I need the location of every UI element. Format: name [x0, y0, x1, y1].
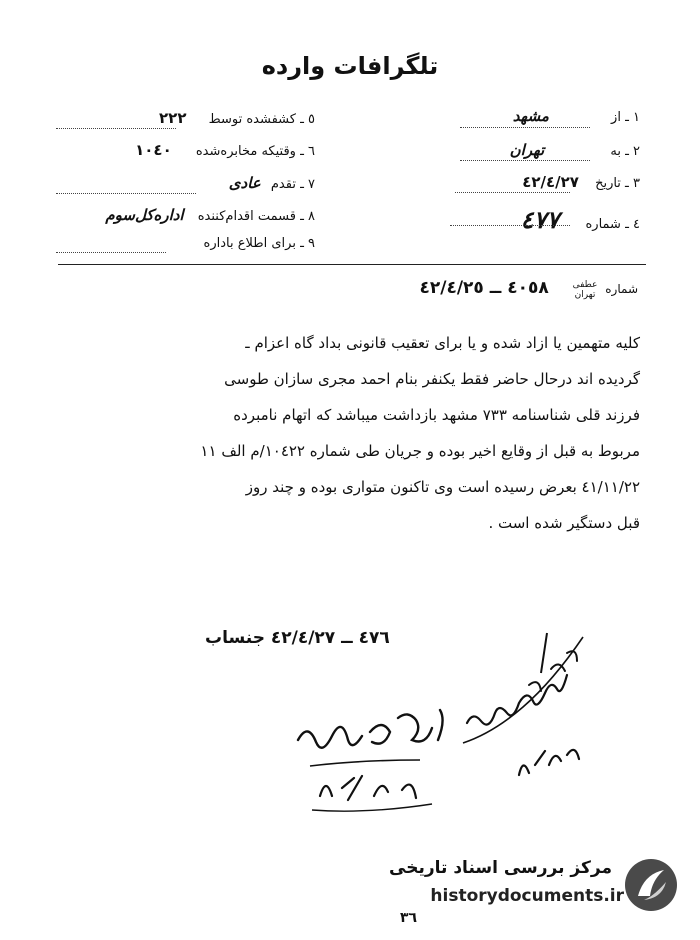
separator-line — [58, 264, 646, 265]
field-number-label: ٤ ـ شماره — [585, 217, 640, 232]
archive-name: مرکز بررسی اسناد تاریخی — [389, 858, 612, 878]
field-to-label: ٢ ـ به — [610, 144, 640, 159]
field-date-label: ٣ ـ تاریخ — [595, 176, 640, 191]
field-priority — [229, 174, 315, 192]
dotted-line — [460, 127, 590, 128]
field-decoded-by-label: ٥ ـ کشفشده توسط — [208, 112, 315, 127]
field-from-value: مشهد — [512, 107, 549, 125]
field-priority-label: ٧ ـ تقدم — [270, 177, 315, 192]
body-line: کلیه متهمین یا ازاد شده و یا برای تعقیب قانونی بداد گاه اعزام ـ — [245, 334, 640, 352]
telegram-body — [55, 325, 640, 541]
field-from — [513, 107, 640, 125]
field-to — [510, 141, 640, 159]
body-line: ٤١/١١/٢٢ بعرض رسیده است وی تاکنون متواری بوده و چند روز — [245, 478, 640, 496]
field-decoded-by — [159, 109, 315, 127]
dotted-line — [460, 160, 590, 161]
dotted-line — [56, 252, 166, 253]
field-number-value: ٤٧٧ — [520, 205, 560, 234]
body-line: قبل دستگیر شده است . — [488, 514, 640, 532]
reference-line — [420, 278, 639, 300]
document-title: تلگرافات وارده — [261, 52, 439, 80]
dotted-line — [56, 193, 196, 194]
field-action-dept-label: ٨ ـ قسمت اقدام‌کننده — [197, 209, 315, 224]
field-info-to — [204, 236, 315, 251]
field-number — [521, 205, 640, 234]
archive-logo-icon — [622, 856, 680, 914]
field-info-to-label: ٩ ـ برای اطلاع باداره — [203, 236, 315, 251]
field-transmit-time-value: ١٠٤٠ — [135, 141, 172, 159]
field-transmit-time-label: ٦ ـ وقتیکه مخابره‌شده — [195, 144, 315, 159]
dotted-line — [450, 225, 570, 226]
field-action-dept — [105, 206, 315, 224]
field-date — [522, 173, 640, 191]
footer-reference: ٤٧٦ ــ ٤٢/٤/٢٧ جنساب — [205, 628, 390, 648]
reference-label: شماره — [605, 282, 638, 296]
body-line: مربوط به قبل از وقایع اخیر بوده و جریان طی شماره ١٠٤٢٢/م الف ١١ — [200, 442, 640, 460]
dotted-line — [56, 128, 176, 129]
field-from-label: ١ ـ از — [611, 110, 640, 125]
reference-tag-bottom: تهران — [574, 289, 596, 300]
archive-url: historydocuments.ir — [430, 886, 624, 906]
field-priority-value: عادی — [228, 174, 261, 192]
body-line: گردیده اند درحال حاضر فقط یکنفر بنام احمد مجری سازان طوسی — [224, 370, 640, 388]
dotted-line — [455, 192, 570, 193]
reference-tag-top: عطفی — [572, 279, 598, 290]
reference-tag — [573, 280, 598, 300]
handwritten-annotation-right — [290, 700, 460, 820]
field-transmit-time — [135, 141, 315, 159]
body-line: فرزند قلی شناسنامه ٧٣٣ مشهد بازداشت میباشد که اتهام نامبرده — [233, 406, 640, 424]
handwritten-annotation-left — [455, 625, 595, 785]
field-decoded-by-value: ٢٢٢ — [159, 109, 187, 127]
field-to-value: تهران — [509, 141, 545, 159]
reference-number: ٤٠٥٨ ــ ٤٢/٤/٢٥ — [419, 278, 549, 298]
field-date-value: ٤٢/٤/٢٧ — [522, 173, 579, 191]
page-number: ٣٦ — [400, 910, 418, 926]
archive-watermark — [389, 848, 692, 928]
field-action-dept-value: اداره‌کل‌سوم — [105, 206, 184, 224]
